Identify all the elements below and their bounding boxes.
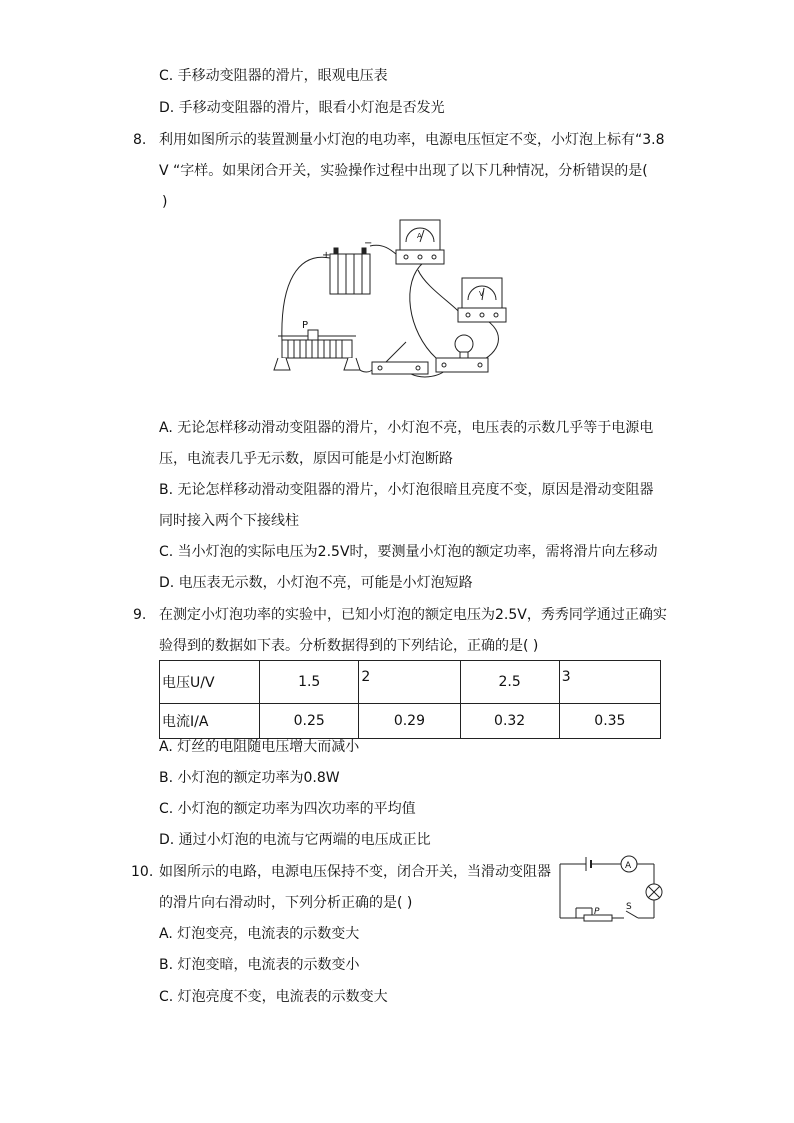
q8-option-b-line1: B. 无论怎样移动滑动变阻器的滑片，小灯泡很暗且亮度不变，原因是滑动变阻器 bbox=[159, 482, 654, 498]
q9-stem-line1: 在测定小灯泡功率的实验中，已知小灯泡的额定电压为2.5V，秀秀同学通过正确实 bbox=[159, 607, 667, 623]
q8-slider-label: P bbox=[302, 320, 309, 331]
q10-option-a: A. 灯泡变亮，电流表的示数变大 bbox=[159, 926, 360, 942]
q8-battery-minus: − bbox=[364, 238, 373, 249]
q8-option-a-line2: 压，电流表几乎无示数，原因可能是小灯泡断路 bbox=[159, 451, 453, 467]
q10-stem-line1: 如图所示的电路，电源电压保持不变，闭合开关，当滑动变阻器 bbox=[159, 864, 551, 880]
q8-option-a-line1: A. 无论怎样移动滑动变阻器的滑片，小灯泡不亮，电压表的示数几乎等于电源电 bbox=[159, 420, 654, 436]
q9-number: 9. bbox=[133, 607, 147, 623]
q10-option-c: C. 灯泡亮度不变，电流表的示数变大 bbox=[159, 989, 388, 1005]
q9-option-d: D. 通过小灯泡的电流与它两端的电压成正比 bbox=[159, 832, 431, 848]
q8-voltmeter-label: V bbox=[479, 290, 484, 298]
q8-stem-line2: V “字样。如果闭合开关，实验操作过程中出现了以下几种情况，分析错误的是( bbox=[159, 163, 648, 179]
table-cell: 0.29 bbox=[359, 704, 460, 739]
q9-option-a: A. 灯丝的电阻随电压增大而减小 bbox=[159, 739, 360, 755]
q8-circuit-figure bbox=[268, 212, 508, 382]
q9-option-c: C. 小灯泡的额定功率为四次功率的平均值 bbox=[159, 801, 416, 817]
q10-stem-line2: 的滑片向右滑动时，下列分析正确的是( ) bbox=[159, 895, 413, 911]
row-header-voltage: 电压U/V bbox=[160, 661, 260, 704]
q9-stem-line2: 验得到的数据如下表。分析数据得到的下列结论，正确的是( ) bbox=[159, 638, 539, 654]
q9-data-table bbox=[159, 660, 661, 739]
table-cell: 2.5 bbox=[460, 661, 559, 704]
table-cell: 3 bbox=[559, 661, 660, 704]
q7-option-d: D. 手移动变阻器的滑片，眼看小灯泡是否发光 bbox=[159, 100, 445, 116]
table-cell: 2 bbox=[359, 661, 460, 704]
q10-number: 10. bbox=[131, 864, 154, 880]
q8-stem-line3: ) bbox=[162, 194, 168, 210]
q8-ammeter-label: A bbox=[417, 232, 422, 240]
q8-option-c: C. 当小灯泡的实际电压为2.5V时，要测量小灯泡的额定功率，需将滑片向左移动 bbox=[159, 544, 658, 560]
q8-battery-plus: + bbox=[322, 250, 331, 261]
q8-number: 8. bbox=[133, 132, 147, 148]
q10-slider-label: P bbox=[594, 907, 600, 917]
table-row bbox=[160, 704, 661, 739]
q8-stem-line1: 利用如图所示的装置测量小灯泡的电功率，电源电压恒定不变，小灯泡上标有“3.8 bbox=[159, 132, 665, 148]
q10-ammeter-label: A bbox=[625, 861, 632, 871]
table-row bbox=[160, 661, 661, 704]
q10-option-b: B. 灯泡变暗，电流表的示数变小 bbox=[159, 957, 360, 973]
table-cell: 0.32 bbox=[460, 704, 559, 739]
q8-option-b-line2: 同时接入两个下接线柱 bbox=[159, 513, 299, 529]
table-cell: 0.25 bbox=[260, 704, 359, 739]
q10-switch-label: S bbox=[626, 902, 632, 912]
row-header-current: 电流I/A bbox=[160, 704, 260, 739]
q10-circuit-diagram bbox=[556, 854, 666, 926]
table-cell: 0.35 bbox=[559, 704, 660, 739]
table-cell: 1.5 bbox=[260, 661, 359, 704]
q9-option-b: B. 小灯泡的额定功率为0.8W bbox=[159, 770, 340, 786]
q8-option-d: D. 电压表无示数，小灯泡不亮，可能是小灯泡短路 bbox=[159, 575, 473, 591]
q7-option-c: C. 手移动变阻器的滑片，眼观电压表 bbox=[159, 68, 388, 84]
